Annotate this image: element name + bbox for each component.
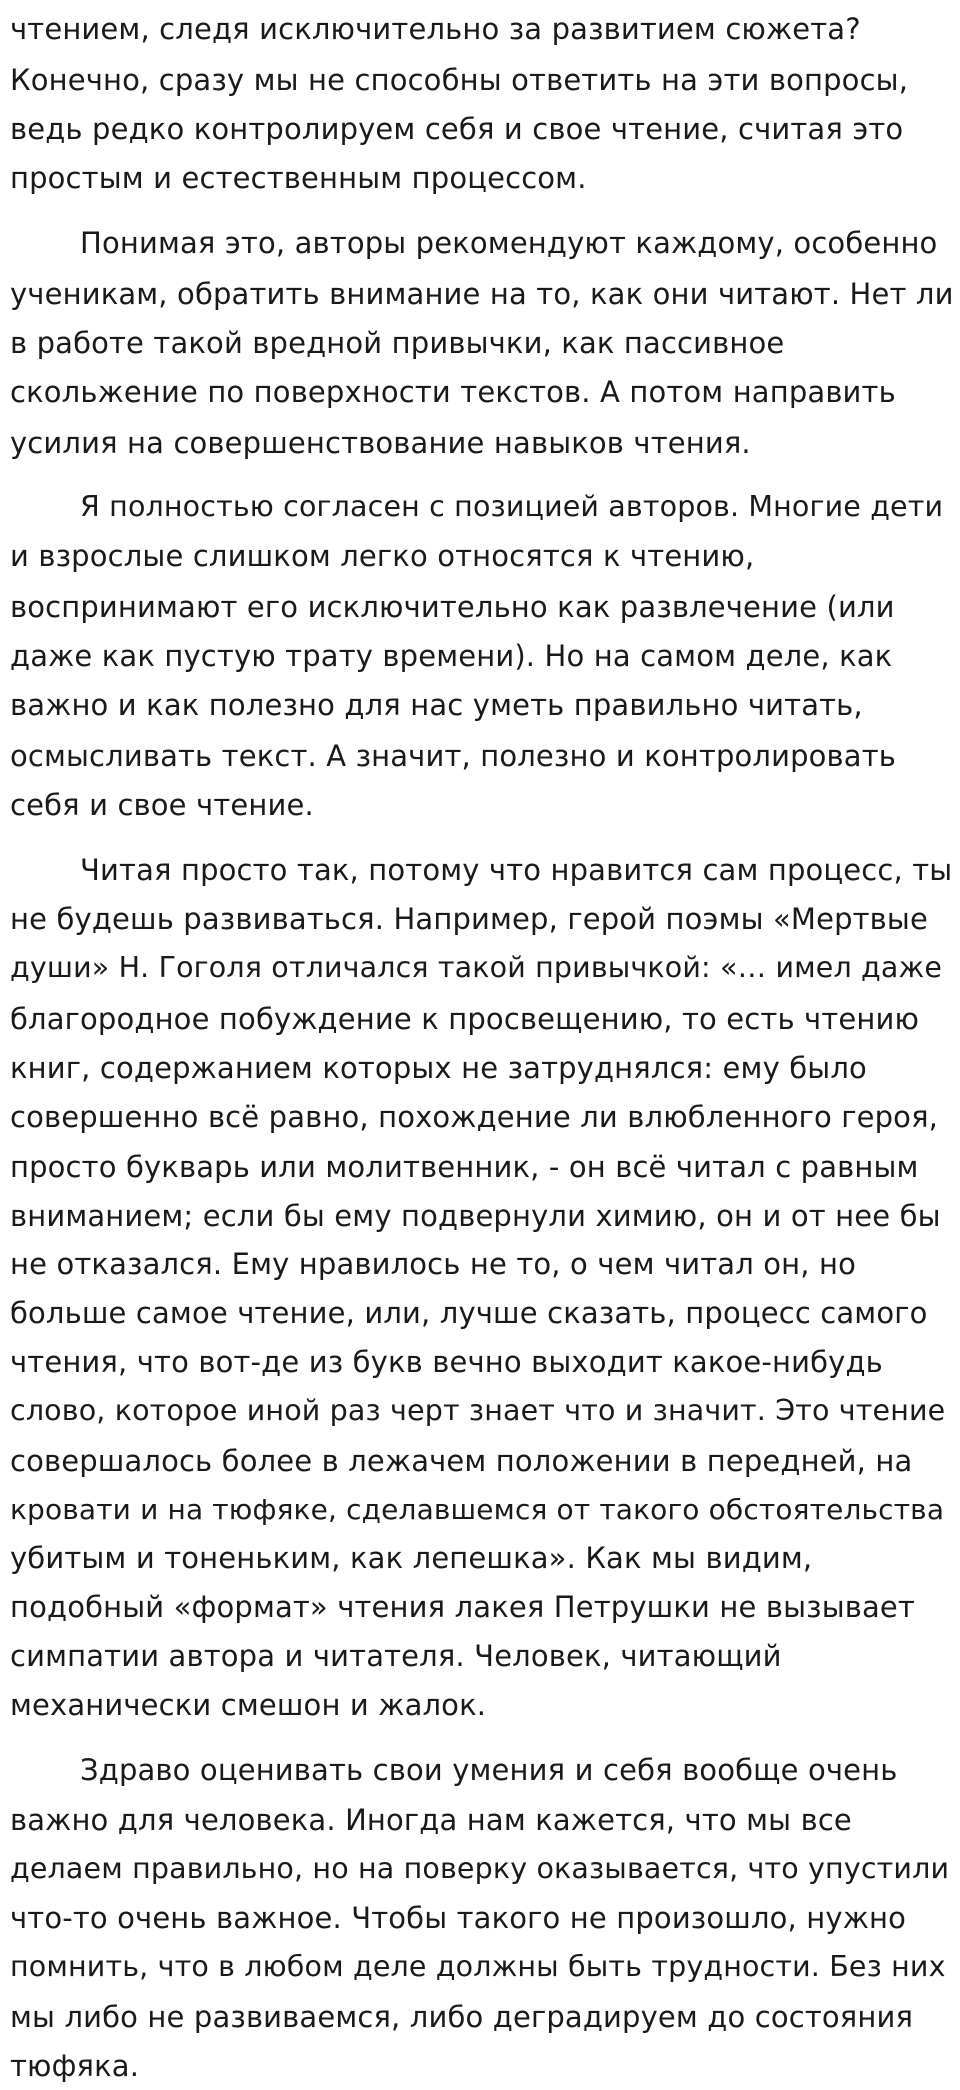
paragraph-line: слово, которое иной раз черт знает что и значит. Это чтение xyxy=(10,1394,946,1427)
paragraph-line: механически смешон и жалок. xyxy=(10,1688,487,1722)
paragraph-line: книг, содержанием которых не затруднялся: ему было xyxy=(10,1051,867,1085)
paragraph-line: не отказался. Ему нравилось не то, о чем читал он, но xyxy=(10,1247,857,1281)
paragraph-line: подобный «формат» чтения лакея Петрушки не вызывает xyxy=(10,1590,915,1624)
paragraph-line: что-то очень важное. Чтобы такого не произошло, нужно xyxy=(10,1901,906,1935)
paragraph-line: Здраво оценивать свои умения и себя вообще очень xyxy=(80,1753,898,1787)
paragraph-line: важно и как полезно для нас уметь правильно читать, xyxy=(10,688,863,722)
paragraph-line: убитым и тоненьким, как лепешка». Как мы видим, xyxy=(10,1541,813,1575)
paragraph-line: и взрослые слишком легко относятся к чтению, xyxy=(10,539,755,573)
paragraph-line: простым и естественным процессом. xyxy=(10,161,587,195)
paragraph-line: симпатии автора и читателя. Человек, читающий xyxy=(10,1639,782,1673)
paragraph-line: совершалось более в лежачем положении в передней, на xyxy=(10,1444,913,1478)
paragraph-line: совершенно всё равно, похождение ли влюбленного героя, xyxy=(10,1100,939,1134)
paragraph-line: больше самое чтение, или, лучше сказать, процесс самого xyxy=(10,1296,928,1330)
paragraph-line: Конечно, сразу мы не способны ответить на эти вопросы, xyxy=(10,63,909,97)
paragraph-line: в работе такой вредной привычки, как пассивное xyxy=(10,326,785,360)
paragraph-line: кровати и на тюфяке, сделавшемся от такого обстоятельства xyxy=(10,1493,945,1526)
paragraph-line: ведь редко контролируем себя и свое чтение, считая это xyxy=(10,112,904,146)
paragraph-line: важно для человека. Иногда нам кажется, что мы все xyxy=(10,1803,852,1837)
paragraph-line: просто букварь или молитвенник, - он всё читал с равным xyxy=(10,1150,919,1184)
paragraph-line: ученикам, обратить внимание на то, как они читают. Нет ли xyxy=(10,277,954,311)
paragraph-line: благородное побуждение к просвещению, то есть чтению xyxy=(10,1002,920,1036)
paragraph-line: себя и свое чтение. xyxy=(10,788,314,822)
paragraph-line: даже как пустую трату времени). Но на самом деле, как xyxy=(10,639,893,673)
paragraph-line: вниманием; если бы ему подвернули химию, он и от нее бы xyxy=(10,1199,941,1233)
paragraph-line: Я полностью согласен с позицией авторов. Многие дети xyxy=(80,490,944,523)
paragraph-line: делаем правильно, но на поверку оказывается, что упустили xyxy=(10,1852,950,1885)
paragraph-line: скольжение по поверхности текстов. А потом направить xyxy=(10,375,896,409)
paragraph-line: души» Н. Гоголя отличался такой привычкой: «… имел даже xyxy=(10,951,943,984)
paragraph-line: чтения, что вот-де из букв вечно выходит какое-нибудь xyxy=(10,1345,883,1379)
paragraph-line: воспринимают его исключительно как развлечение (или xyxy=(10,590,895,624)
paragraph-line: тюфяка. xyxy=(10,2049,140,2083)
paragraph-line: помнить, что в любом деле должны быть трудности. Без них xyxy=(10,1950,946,1983)
paragraph-line: усилия на совершенствование навыков чтения. xyxy=(10,426,751,460)
paragraph-line: осмысливать текст. А значит, полезно и контролировать xyxy=(10,739,896,773)
paragraph-line: не будешь развиваться. Например, герой поэмы «Мертвые xyxy=(10,902,928,936)
paragraph-line: Читая просто так, потому что нравится сам процесс, ты xyxy=(80,853,953,887)
paragraph-line: чтением, следя исключительно за развитием сюжета? xyxy=(10,12,861,46)
paragraph-line: Понимая это, авторы рекомендуют каждому, особенно xyxy=(80,226,938,260)
paragraph-line: мы либо не развиваемся, либо деградируем до состояния xyxy=(10,2000,914,2034)
